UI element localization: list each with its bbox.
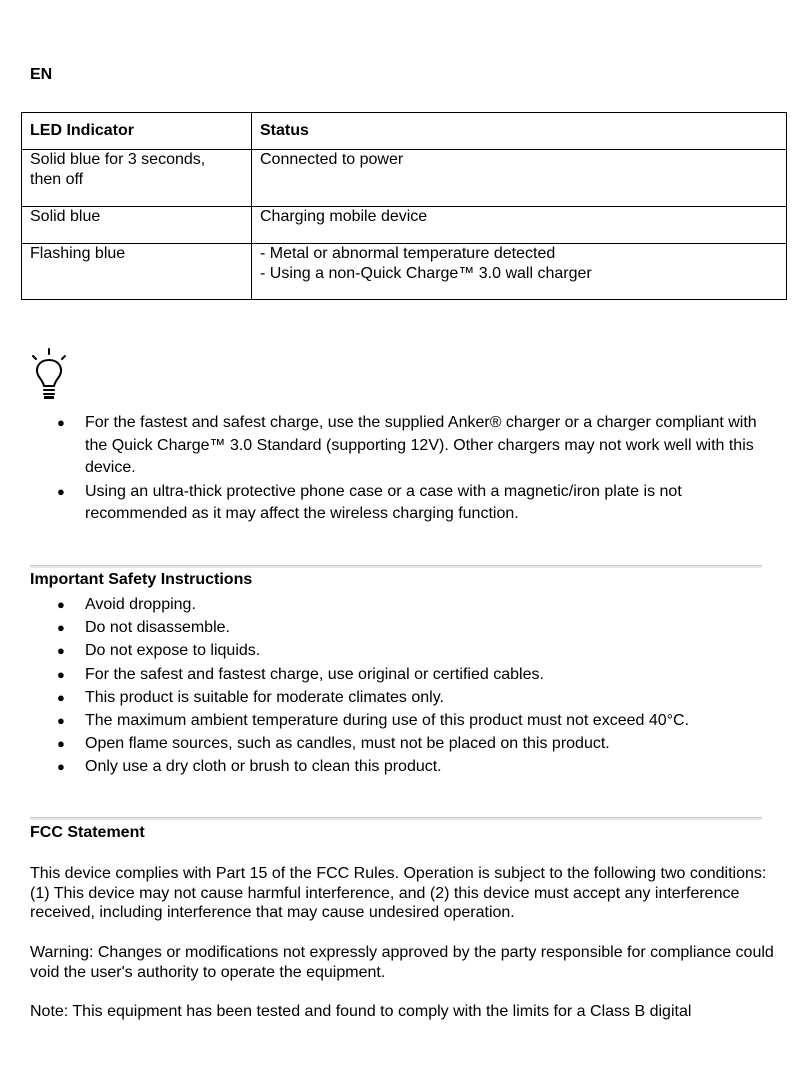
list-item: ● Do not disassemble.: [30, 616, 770, 639]
fcc-warning-paragraph: Warning: Changes or modifications not expressly approved by the party responsible for compliance could void the user's authority to operate the equipment.: [30, 944, 774, 981]
led-indicator-table: [21, 112, 787, 300]
table-row: [22, 244, 787, 300]
list-item: ● This product is suitable for moderate climates only.: [30, 686, 770, 709]
status-cell: [252, 150, 787, 207]
column-header-status: Status: [252, 113, 787, 150]
list-item: ● Only use a dry cloth or brush to clean this product.: [30, 755, 770, 778]
section-divider: [30, 817, 762, 820]
cell-line: Connected to power: [260, 151, 404, 168]
tips-list: [30, 412, 770, 527]
fcc-heading: FCC Statement: [30, 824, 145, 841]
cell-line: then off: [30, 171, 84, 188]
list-item: ● Do not expose to liquids.: [30, 639, 770, 662]
status-cell: [252, 244, 787, 300]
cell-line: Charging mobile device: [260, 208, 428, 225]
list-item: ● Open flame sources, such as candles, must not be placed on this product.: [30, 732, 770, 755]
led-indicator-cell: [22, 244, 252, 300]
list-item: ● For the safest and fastest charge, use original or certified cables.: [30, 663, 770, 686]
safety-list: [30, 593, 770, 779]
section-divider: [30, 565, 762, 568]
cell-line: Solid blue: [30, 208, 101, 225]
list-item: ● Using an ultra-thick protective phone case or a case with a magnetic/iron plate is not recommended as it may affect the wireless charging function.: [30, 481, 770, 526]
cell-line: - Metal or abnormal temperature detected: [260, 245, 556, 262]
safety-heading: Important Safety Instructions: [30, 571, 253, 588]
list-item: ● For the fastest and safest charge, use the supplied Anker® charger or a charger compliant with the Quick Charge™ 3.0 Standard (supporting 12V). Other chargers may not work well with this device.: [30, 412, 770, 480]
led-indicator-cell: [22, 150, 252, 207]
table-header-row: [22, 113, 787, 150]
fcc-note-paragraph: Note: This equipment has been tested and found to comply with the limits for a Class B digital: [30, 1003, 692, 1020]
lightbulb-icon: [30, 348, 68, 400]
table-row: [22, 150, 787, 207]
language-label: EN: [30, 66, 53, 83]
list-item: ● The maximum ambient temperature during use of this product must not exceed 40°C.: [30, 709, 770, 732]
list-item: ● Avoid dropping.: [30, 593, 770, 616]
status-cell: [252, 207, 787, 244]
cell-line: Solid blue for 3 seconds,: [30, 151, 206, 168]
led-indicator-cell: [22, 207, 252, 244]
table-row: [22, 207, 787, 244]
cell-line: Flashing blue: [30, 245, 126, 262]
column-header-led-indicator: LED Indicator: [22, 113, 252, 150]
fcc-paragraph: This device complies with Part 15 of the FCC Rules. Operation is subject to the following two conditions: (1) This device may not cause harmful interference, and (2) this device must accept any interference received, including interference that may cause undesired operation.: [30, 865, 767, 921]
cell-line: - Using a non-Quick Charge™ 3.0 wall charger: [260, 265, 592, 282]
